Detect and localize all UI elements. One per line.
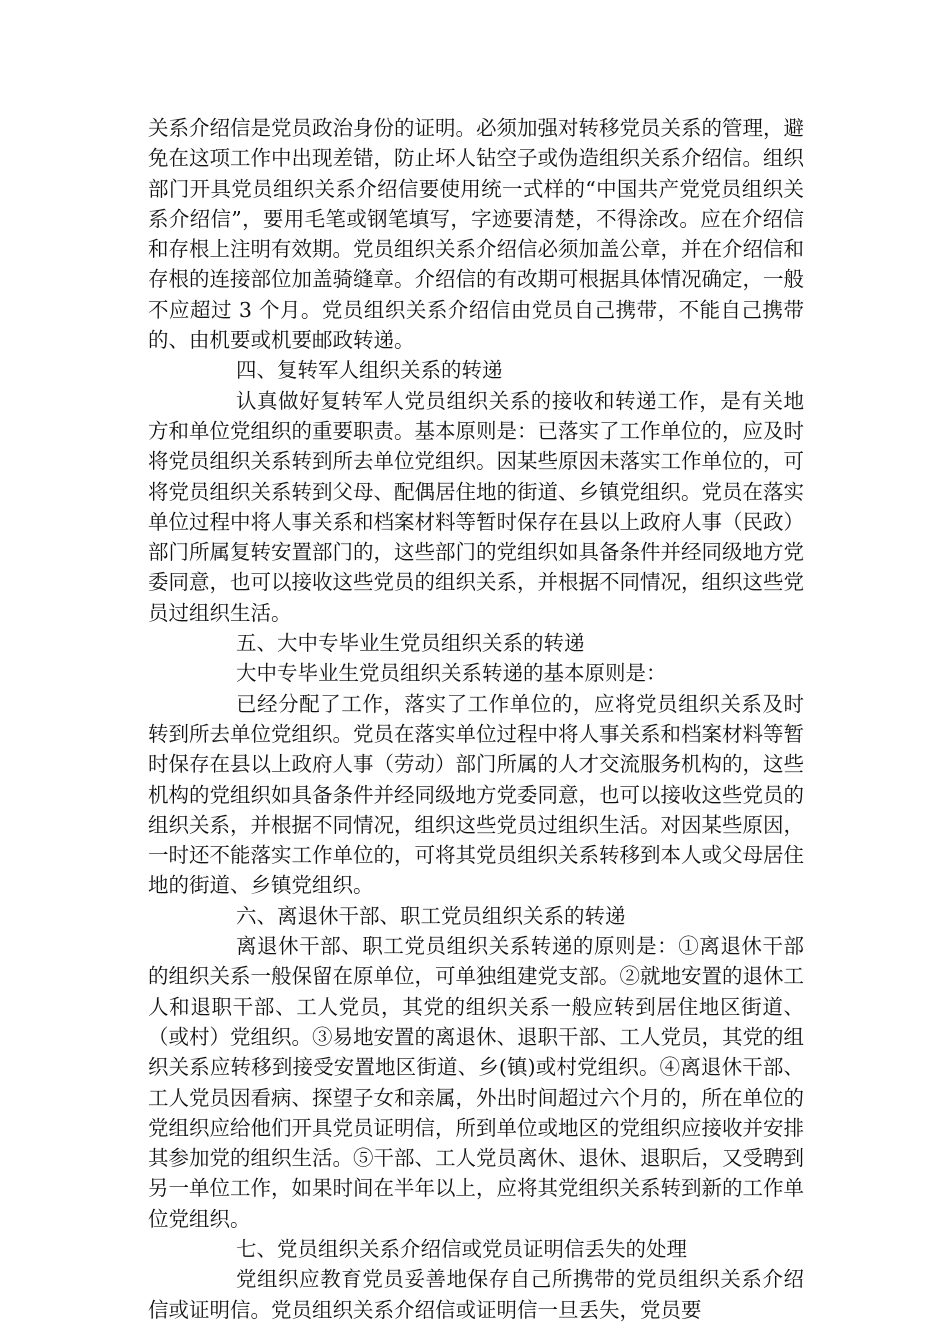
paragraph-lost-letters: 党组织应教育党员妥善地保存自己所携带的党员组织关系介绍信或证明信。党员组织关系介绍信或证明信一旦丢失，党员要 — [148, 1267, 804, 1322]
section-heading-5: 五、大中专毕业生党员组织关系的转递 — [236, 631, 585, 656]
paragraph-veterans: 认真做好复转军人党员组织关系的接收和转递工作，是有关地方和单位党组织的重要职责。基本原则是：已落实了工作单位的，应及时将党员组织关系转到所去单位党组织。因某些原因未落实工作单位的，可将党员组织关系转到父母、配偶居住地的街道、乡镇党组织。党员在落实单位过程中将人事关系和档案材料等暂时保存在县以上政府人事（民政）部门所属复转安置部门的，这些部门的党组织如具备条件并经同级地方党委同意，也可以接收这些党员的组织关系，并根据不同情况，组织这些党员过组织生活。 — [148, 388, 804, 625]
paragraph-retirees: 离退休干部、职工党员组织关系转递的原则是：①离退休干部的组织关系一般保留在原单位，可单独组建党支部。②就地安置的退休工人和退职干部、工人党员，其党的组织关系一般应转到居住地区街道、（或村）党组织。③易地安置的离退休、退职干部、工人党员，其党的组织关系应转移到接受安置地区街道、乡(镇)或村党组织。④离退休干部、工人党员因看病、探望子女和亲属，外出时间超过六个月的，所在单位的党组织应给他们开具党员证明信，所到单位或地区的党组织应接收并安排其参加党的组织生活。⑤干部、工人党员离休、退休、退职后，又受聘到另一单位工作，如果时间在半年以上，应将其党组织关系转到新的工作单位党组织。 — [148, 934, 804, 1231]
paragraph-graduates-principle: 大中专毕业生党员组织关系转递的基本原则是： — [236, 661, 667, 686]
section-heading-6: 六、离退休干部、职工党员组织关系的转递 — [236, 903, 626, 928]
paragraph-graduates: 已经分配了工作，落实了工作单位的，应将党员组织关系及时转到所去单位党组织。党员在落实单位过程中将人事关系和档案材料等暂时保存在县以上政府人事（劳动）部门所属的人才交流服务机构的，这些机构的党组织如具备条件并经同级地方党委同意，也可以接收这些党员的组织关系，并根据不同情况，组织这些党员过组织生活。对因某些原因，一时还不能落实工作单位的，可将其党员组织关系转移到本人或父母居住地的街道、乡镇党组织。 — [148, 691, 804, 898]
document-page — [148, 113, 804, 1325]
paragraph-intro-letters: 关系介绍信是党员政治身份的证明。必须加强对转移党员关系的管理，避免在这项工作中出现差错，防止坏人钻空子或伪造组织关系介绍信。组织部门开具党员组织关系介绍信要使用统一式样的“中国共产党党员组织关系介绍信”，要用毛笔或钢笔填写，字迹要清楚，不得涂改。应在介绍信和存根上注明有效期。党员组织关系介绍信必须加盖公章，并在介绍信和存根的连接部位加盖骑缝章。介绍信的有改期可根据具体情况确定，一般不应超过 3 个月。党员组织关系介绍信由党员自己携带，不能自己携带的、由机要或机要邮政转递。 — [148, 116, 804, 353]
section-heading-4: 四、复转军人组织关系的转递 — [236, 358, 503, 383]
section-heading-7: 七、党员组织关系介绍信或党员证明信丢失的处理 — [236, 1236, 687, 1261]
